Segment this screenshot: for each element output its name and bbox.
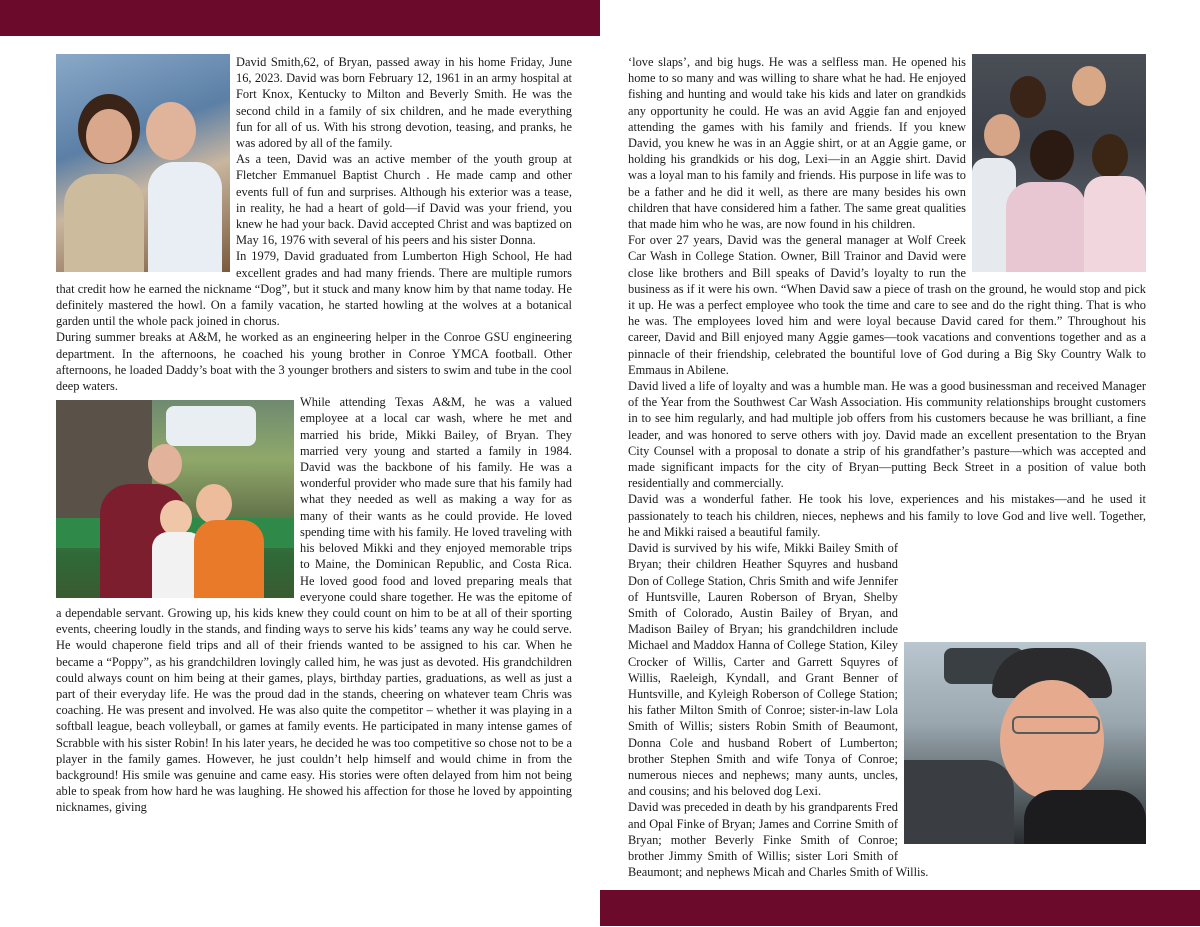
youth-paragraph: As a teen, David was an active member of the youth group at Fletcher Emmanuel Baptist Church . He made camp and other events full of fun and surprises. Although his exterior was a tease, in reality, he had a heart of gold—if David was your friend, you knew he had your back. David accepted Christ and was baptized on May 16, 1976 with several of his peers and his sister Donna. <box>236 152 572 248</box>
obituary-opening-paragraph: David Smith,62, of Bryan, passed away in his home Friday, June 16, 2023. David was born February 12, 1961 in an army hospital at Fort Knox, Kentucky to Milton and Beverly Smith. He was the second child in a family of six children, and he made everything fun for all of us. With his strong devotion, teasing, and pranks, he was adored by all of the family. <box>236 55 572 151</box>
career-paragraph: For over 27 years, David was the general manager at Wolf Creek Car Wash in College Station. Owner, Bill Trainor and David were close like brothers and Bill speaks of David’s loyalty to run the business as if it were his own. “When David saw a piece of trash on the ground, he would stop and pick it up. He was a perfect employee who took the time and care to see and do the right thing. That is who he was. The employees loved him and were loyal because David cared for them.” Throughout his career, David and Bill enjoyed many Aggie games—took vacations and conventions together and as a pinnacle of their friendship, celebrated the bountiful love of God during a Big Sky Country Walk to Emmaus in Abilene. <box>628 233 1146 377</box>
community-paragraph: David lived a life of loyalty and was a humble man. He was a good businessman and received Manager of the Year from the Southwest Car Wash Association. His community relationships brought customers in to see him regularly, and had multiple job offers from his customers because he was brilliant, a fine leader, and was honored to serve others with joy. David made an excellent presentation to the Bryan City Counsel with a proposal to donate a strip of his grandfather’s pasture—which was accepted and made significant impacts for the city of Bryan—putting Beck Street in a position of value both residentially and commercially. <box>628 379 1146 491</box>
family-life-paragraph: While attending Texas A&M, he was a valued employee at a local car wash, where he met and married his bride, Mikki Bailey, of Bryan. They married very young and started a family in 1984. David was the backbone of his family. He was a wonderful provider who made sure that his family had what they needed as well as making a way for as many of their wants as he could provide. He loved spending time with his family. He loved traveling with his beloved Mikki and they enjoyed memorable trips to Maine, the Dominican Republic, and Costa Rica. He loved good food and loved preparing meals that everyone could share together. He was the epitome of a dependable servant. Growing up, his kids knew they could count on him to be at all of their sporting events, cheering loudly in the stands, and finding ways to serve his kids’ teams any way he could serve. He would chaperone field trips and all of their friends wanted to be assigned to his car. When he became a “Poppy”, as his grandchildren lovingly called him, he was just as devoted. His grandchildren could always count on him being at their games, plays, birthday parties, graduations, as well as just a part of their everyday life. He was the proud dad in the stands, cheering on whatever team Chris was coaching. He was present and involved. He was also quite the competitor – whether it was playing in a softball league, beach volleyball, or games at family events. He participated in many intense games of Scrabble with his sister Robin! In his later years, he decided he was too competitive so chose not to be a player in the family games. However, he just couldn’t help himself and would chime in from the background! His smile was genuine and came easy. His stories were often delayed from him not being able to speak from how hard he was laughing. He showed his affection for those he loved by appointing nicknames, giving <box>56 395 572 815</box>
left-text-column <box>56 54 572 816</box>
right-text-column <box>628 54 1146 880</box>
family-portrait-photo <box>972 54 1146 272</box>
couple-on-boat-photo <box>56 54 230 272</box>
character-paragraph: ‘love slaps’, and big hugs. He was a selfless man. He opened his home to so many and was willing to share what he had. He enjoyed fishing and hunting and would take his kids and later on grandkids any opportunity he could. He was an avid Aggie fan and enjoyed attending the games with his family and friends. If you knew David, you knew he was in an Aggie shirt, or at an Aggie game, or holding his grandkids or his dog, Lexi—in an Aggie shirt. David was a loyal man to his family and friends. His purpose in life was to be a father and he did it well, as there are many besides his own children that have considered him a father. The same great qualities that made him who he was, are now found in his children. <box>628 55 966 232</box>
grandfather-with-grandchildren-photo <box>56 400 294 598</box>
top-accent-bar <box>0 0 600 36</box>
summer-work-paragraph: During summer breaks at A&M, he worked as an engineering helper in the Conroe GSU engineering department. In the afternoons, he coached his young brother in Conroe YMCA football. Other afternoons, he loaded Daddy’s boat with the 3 younger brothers and sisters to swim and tube in the cool deep waters. <box>56 330 572 394</box>
preceded-in-death-paragraph: David was preceded in death by his grandparents Fred and Opal Finke of Bryan; James and Corrine Smith of Bryan; mother Beverly Finke Smith of Conroe; brother Jimmy Smith of Willis; sister Lori Smith of Beaumont; and nephews Micah and Charles Smith of Willis. <box>628 800 929 880</box>
man-on-boat-photo <box>904 642 1146 844</box>
survivors-paragraph: David is survived by his wife, Mikki Bailey Smith of Bryan; their children Heather Squyres and husband Don of College Station, Chris Smith and wife Jennifer of Huntsville, Lauren Roberson of Bryan, Shelby Smith of Colorado, Austin Bailey of Bryan, and Madison Bailey of Bryan; his grandchildren include Michael and Maddox Hanna of College Station, Kiley Crocker of Willis, Carter and Garrett Squyres of Willis, Raeleigh, Kyndall, and Grant Benner of Huntsville, and Kyleigh Roberson of College Station; his father Milton Smith of Conroe; sister-in-law Lola Smith of Willis; sisters Robin Smith of Beaumont, Donna Cole and husband Robert of Lumberton; brother Stephen Smith and wife Tonya of Conroe; numerous nieces and nephews; many aunts, uncles, and cousins; and his beloved dog Lexi. <box>628 541 898 799</box>
bottom-accent-bar <box>600 890 1200 926</box>
father-paragraph: David was a wonderful father. He took his love, experiences and his mistakes—and he used it passionately to teach his children, nieces, nephews and his family to love God and live well. Together, he and Mikki raised a beautiful family. <box>628 492 1146 539</box>
graduation-paragraph: In 1979, David graduated from Lumberton High School, He had excellent grades and had many friends. There are multiple rumors that credit how he earned the nickname “Dog”, but it stuck and many know him by that name today. He definitely mastered the howl. On a family vacation, he started howling at the wolves at a botanical garden until the whole pack joined in chorus. <box>56 249 572 329</box>
